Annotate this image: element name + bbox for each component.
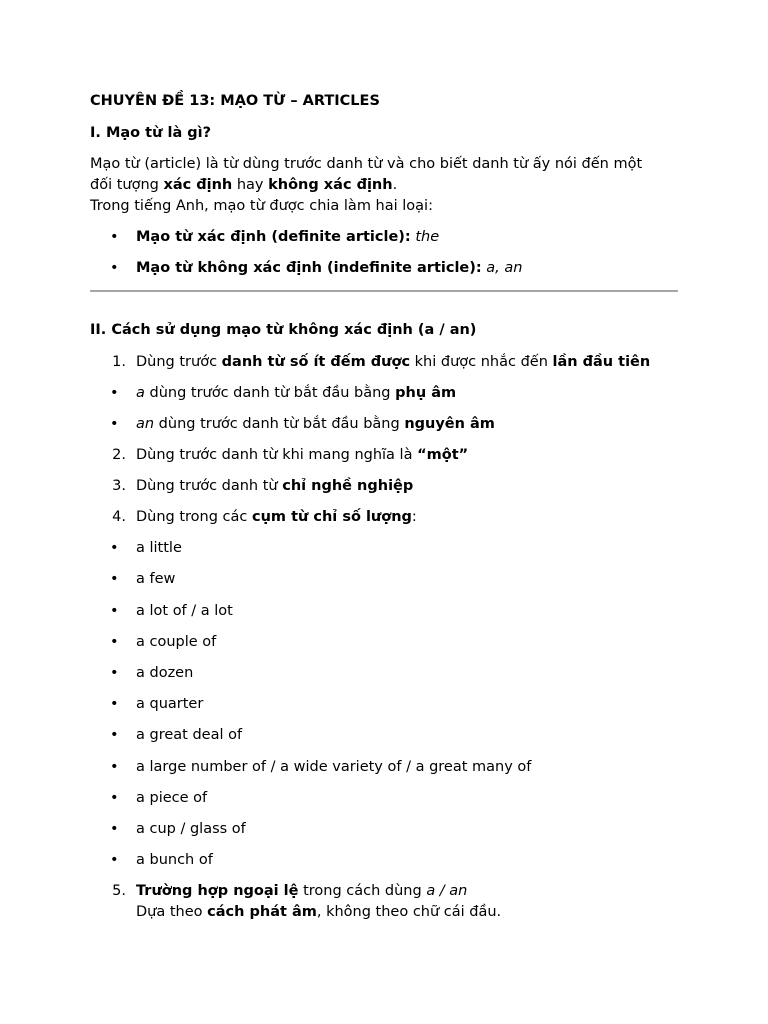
bullet-icon: • <box>110 229 119 245</box>
bullet-icon: • <box>110 727 119 743</box>
bullet-icon: • <box>110 571 119 587</box>
quantity-item: a piece of <box>136 790 208 806</box>
list-number: 5. <box>112 883 126 899</box>
bullet-icon: • <box>110 665 119 681</box>
quantity-item: a large number of / a wide variety of / a great many of <box>136 759 532 775</box>
bullet-icon: • <box>110 260 119 276</box>
list-number: 4. <box>112 509 126 525</box>
bullet-icon: • <box>110 634 119 650</box>
paragraph-1-line-1: Mạo từ (article) là từ dùng trước danh từ và cho biết danh từ ấy nói đến một <box>90 156 643 172</box>
bullet-icon: • <box>110 852 119 868</box>
list-item-definite: Mạo từ xác định (definite article): the <box>136 229 440 245</box>
list-number: 2. <box>112 447 126 463</box>
bullet-icon: • <box>110 603 119 619</box>
paragraph-2: Trong tiếng Anh, mạo từ được chia làm hai loại: <box>90 198 433 214</box>
numbered-item-2: Dùng trước danh từ khi mang nghĩa là “một” <box>136 447 469 463</box>
list-number: 3. <box>112 478 126 494</box>
quantity-item: a few <box>136 571 176 587</box>
bullet-icon: • <box>110 696 119 712</box>
quantity-item: a little <box>136 540 182 556</box>
quantity-item: a cup / glass of <box>136 821 246 837</box>
numbered-item-1: Dùng trước danh từ số ít đếm được khi được nhắc đến lần đầu tiên <box>136 354 651 370</box>
paragraph-1-line-2: đối tượng xác định hay không xác định. <box>90 177 398 193</box>
bullet-icon: • <box>110 790 119 806</box>
quantity-item: a quarter <box>136 696 204 712</box>
horizontal-divider <box>90 290 678 292</box>
numbered-item-5-note: Dựa theo cách phát âm, không theo chữ cái đầu. <box>136 904 502 920</box>
bullet-icon: • <box>110 540 119 556</box>
section-1-heading: I. Mạo từ là gì? <box>90 125 212 141</box>
sub-item-an: an dùng trước danh từ bắt đầu bằng nguyên âm <box>136 416 495 432</box>
sub-item-a: a dùng trước danh từ bắt đầu bằng phụ âm <box>136 385 457 401</box>
list-item-indefinite: Mạo từ không xác định (indefinite article): a, an <box>136 260 523 276</box>
numbered-item-3: Dùng trước danh từ chỉ nghề nghiệp <box>136 478 414 494</box>
quantity-item: a lot of / a lot <box>136 603 233 619</box>
bullet-icon: • <box>110 821 119 837</box>
quantity-item: a dozen <box>136 665 194 681</box>
list-number: 1. <box>112 354 126 370</box>
quantity-item: a couple of <box>136 634 217 650</box>
quantity-item: a great deal of <box>136 727 243 743</box>
bullet-icon: • <box>110 416 119 432</box>
quantity-item: a bunch of <box>136 852 213 868</box>
section-2-heading: II. Cách sử dụng mạo từ không xác định (a / an) <box>90 322 477 338</box>
bullet-icon: • <box>110 385 119 401</box>
bullet-icon: • <box>110 759 119 775</box>
document-title: CHUYÊN ĐỀ 13: MẠO TỪ – ARTICLES <box>90 93 380 109</box>
numbered-item-5: Trường hợp ngoại lệ trong cách dùng a / an <box>136 883 468 899</box>
numbered-item-4: Dùng trong các cụm từ chỉ số lượng: <box>136 509 417 525</box>
